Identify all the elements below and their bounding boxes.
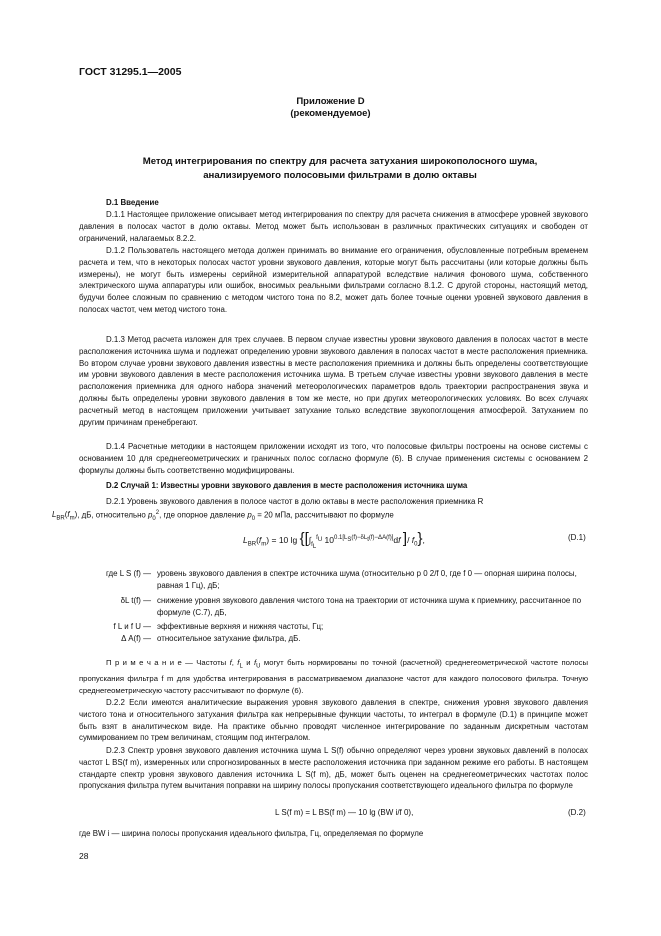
definition-da: Δ A(f) — относительное затухание фильтра, дБ. xyxy=(121,634,301,643)
paragraph-d2-3: D.2.3 Спектр уровня звукового давления источника шума L S(f) обычно определяют через уровни звуковых давлений в полосах частот L BS(f m), измеренных или спрогнозированных в месте расположения источника при заданном режиме его работы. В настоящем стандарте спектр уровня звукового давления источника L S(f m), дБ, может быть оценен на среднегеометрических частотах полос пропускания фильтра путем вычитания поправки на ширину полосы пропускания соответствующего идеального фильтра по формуле xyxy=(79,746,588,791)
annex-title xyxy=(90,155,590,183)
paragraph-d1-4: D.1.4 Расчетные методики в настоящем приложении исходят из того, что полосовые фильтры построены на основе системы с основанием 10 для среднегеометрических и граничных полос согласно формуле (6). В случае применения системы с основанием 2 формулы должны быть соответственно модифицированы. xyxy=(79,442,588,475)
definition-dlt: δL t(f) — снижение уровня звукового давления чистого тона на траектории от источника шума к приемнику, рассчитанное по формуле (С.7), дБ, xyxy=(120,596,582,617)
paragraph-d1-3: D.1.3 Метод расчета изложен для трех случаев. В первом случае известны уровни звукового давления в полосах частот в месте расположения источника шума и подлежат определению уровни звукового давления в полосах частот в месте расположения приемника. Во втором случае уровни звукового давления известны в месте расположения приемника и должны быть определены соответствующие им уровни звукового давления в месте расположения источника шума. В третьем случае известны уровни звукового давления в месте расположения приемника для одного набора значений метеорологических параметров вдоль траектории распространения звука и должны быть определены уровни звукового давления в том же месте, но при других метеорологических условиях. Во всех случаях расчетный метод в настоящем приложении учитывает затухание только вследствие звукопоглощения атмосферой. Затуханием по другим причинам пренебрегают. xyxy=(79,335,588,427)
annex-title-line1: Метод интегрирования по спектру для расчета затухания широкополосного шума, xyxy=(142,156,538,167)
definition-fl-fu: f L и f U — эффективные верхняя и нижняя частоты, Гц; xyxy=(113,622,324,631)
document-header: ГОСТ 31295.1—2005 xyxy=(79,66,182,78)
page-number: 28 xyxy=(79,851,89,861)
note: П р и м е ч а н и е — Частоты f, $f_L$ и $f_U$ могут быть нормированы по точной (расчетной) среднегеометрической частоте полосы пропускания фильтра f m для удобства интегрирования в рассматриваемом диапазоне частот для каждого полосового фильтра. Точную среднегеометрическую частоту рассчитывают по формуле (6). xyxy=(79,658,588,696)
equation-d2-number: (D.2) xyxy=(568,808,586,817)
section-d2-heading: D.2 Случай 1: Известны уровни звукового давления в месте расположения источника шума xyxy=(106,481,468,490)
paragraph-d1-2: D.1.2 Пользователь настоящего метода должен принимать во внимание его ограничения, обусловленные потребным временем расчета и тем, что в некоторых полосах частот уровни звукового давления, которые могут быть рассчитаны (или которые должны быть измерены), не могут быть измерены серийной измерительной аппаратурой вследствие наличия фонового шума, собственного электрического шума аппаратуры или ошибок, вносимых реальными фильтрами согласно 8.1.2. С другой стороны, настоящий метод, будучи более сложным по сравнению с методом чистого тона по 8.2, может дать более точные оценки уровней звукового давления в полосах частот, чем метод чистого тона. xyxy=(79,246,588,314)
paragraph-final: где BW i — ширина полосы пропускания идеального фильтра, Гц, определяемая по формуле xyxy=(79,829,424,838)
definition-ls: где L S (f) — уровень звукового давления в спектре источника шума (относительно p 0 2/f 0, где f 0 — опорная ширина полосы, равная 1 Гц), дБ; xyxy=(106,569,577,590)
annex-label: Приложение D xyxy=(296,96,365,107)
equation-d1-number: (D.1) xyxy=(568,533,586,542)
equation-d1: $L_{BR}(f_m) = 10$ $\lg \{[\int_{f_L}^{f_U}$ $10^{0.1[L_S(f)-\delta L_t(f)-\Delta A(f)]}df$ ]/ $f_0$}, xyxy=(243,530,425,550)
section-d1-heading: D.1 Введение xyxy=(106,198,159,207)
paragraph-d1-1: D.1.1 Настоящее приложение описывает метод интегрирования по спектру для расчета снижения в атмосфере уровней звукового давления в полосах частот в долю октавы. Метод может быть использован в различных практических ситуациях и свободен от ограничений, налагаемых 8.2.2. xyxy=(79,210,588,243)
annex-title-line2: анализируемого полосовыми фильтрами в долю октавы xyxy=(203,170,477,181)
equation-d2: L S(f m) = L BS(f m) — 10 lg (BW i/f 0), xyxy=(275,808,414,817)
paragraph-d2-2: D.2.2 Если имеются аналитические выражения уровня звукового давления в спектре, снижения уровня звукового давления чистого тона и относительного затухания фильтра как непрерывные функции частоты, то интеграл в формуле (D.1) в принципе может быть взят в аналитическом виде. На практике обычно проводят численное интегрирование по заданным дискретным частотам суммированием по трем величинам, стоящим под интегралом. xyxy=(79,698,588,743)
annex-type: (рекомендуемое) xyxy=(290,108,371,119)
paragraph-d2-1: D.2.1 Уровень звукового давления в полосе частот в долю октавы в месте расположения приемника R $L_{BR}(f_m)$, дБ, относительно $p_0^2$, где опорное давление $p_0 = 20$ мПа, рассчитывают по формуле xyxy=(52,497,484,522)
